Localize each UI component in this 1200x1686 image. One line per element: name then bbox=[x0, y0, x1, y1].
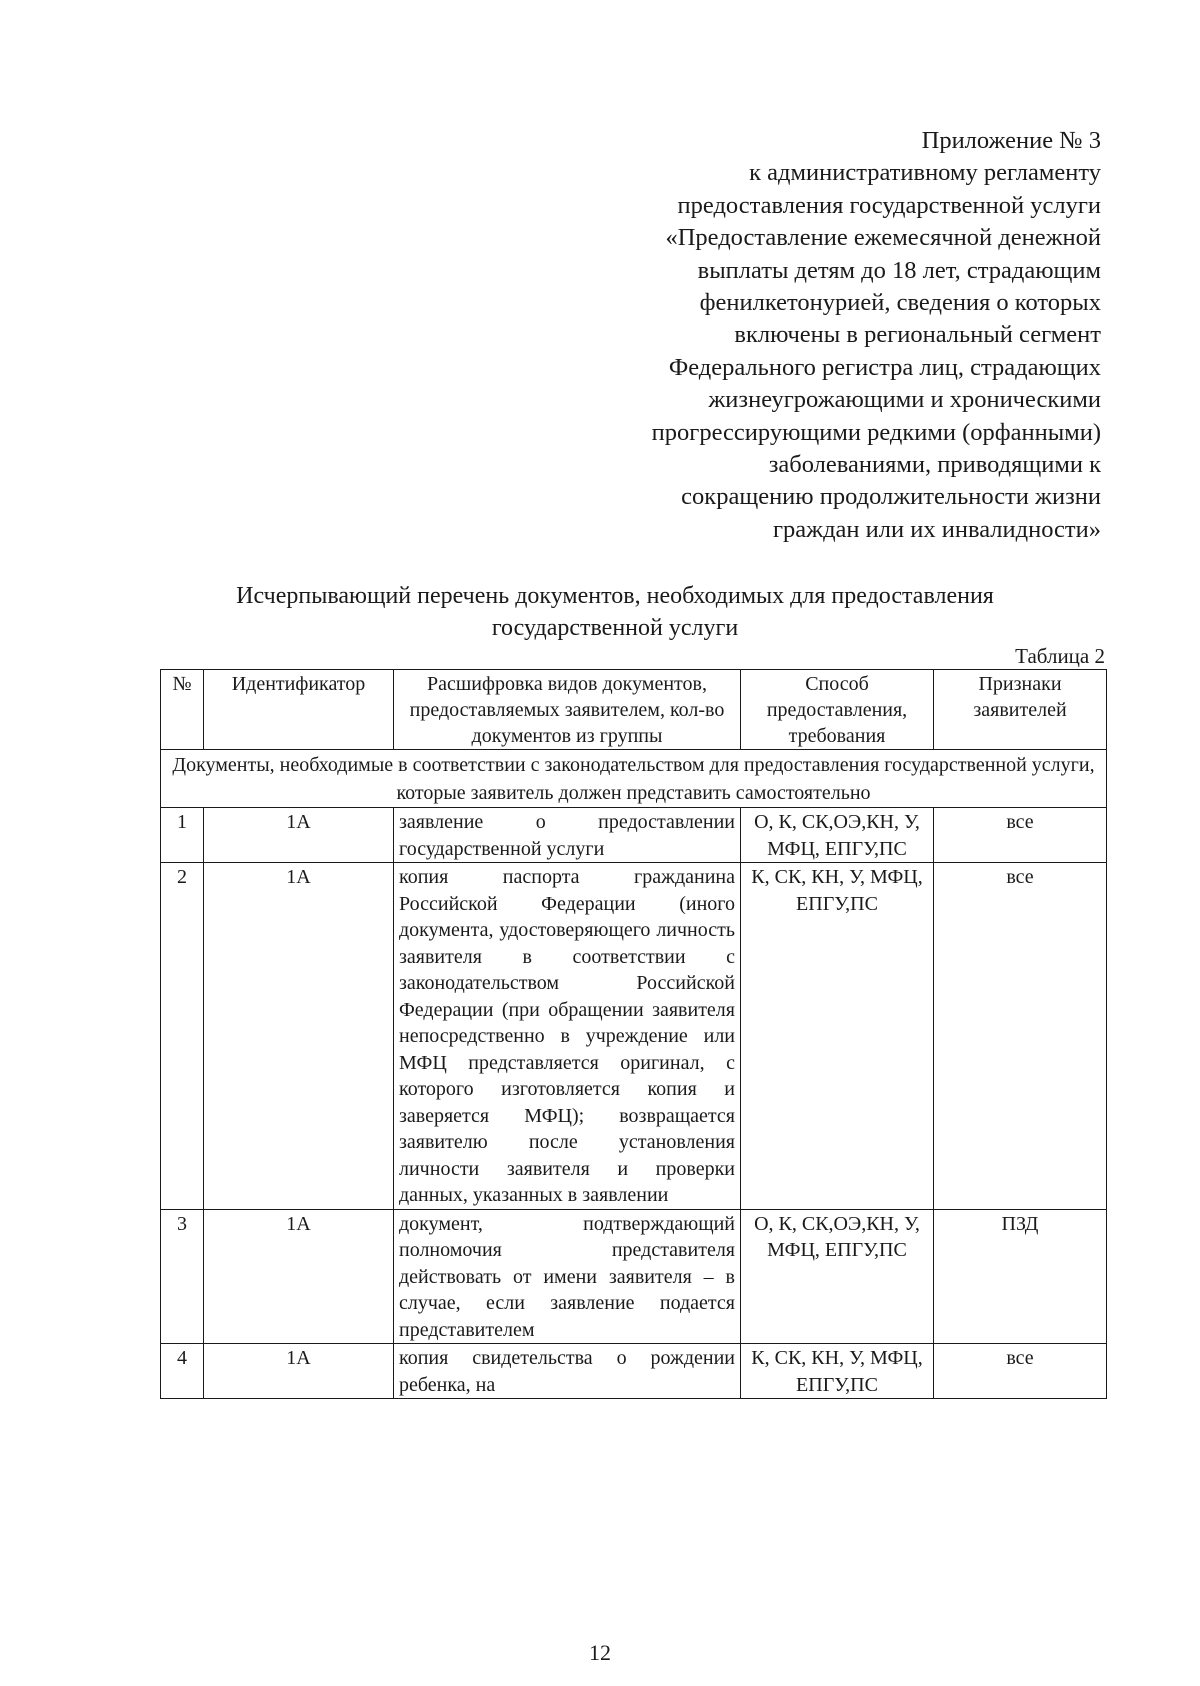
header-line: жизнеугрожающими и хроническими bbox=[708, 386, 1101, 414]
header-line: предоставления государственной услуги bbox=[677, 191, 1101, 219]
table-row bbox=[161, 1209, 1107, 1344]
header-line: Федерального регистра лиц, страдающих bbox=[668, 353, 1101, 381]
column-header-identifier: Идентификатор bbox=[204, 670, 394, 750]
column-header-description: Расшифровка видов документов, предоставляемых заявителем, кол-во документов из группы bbox=[394, 670, 741, 750]
header-line: фенилкетонурией, сведения о которых bbox=[699, 289, 1101, 317]
cell-identifier: 1А bbox=[204, 808, 394, 863]
cell-applicant-signs: ПЗД bbox=[934, 1209, 1107, 1344]
header-line: заболеваниями, приводящими к bbox=[768, 451, 1101, 479]
cell-method: К, СК, КН, У, МФЦ, ЕПГУ,ПС bbox=[741, 1344, 934, 1399]
header-line: прогрессирующими редкими (орфанными) bbox=[651, 418, 1101, 446]
cell-method: К, СК, КН, У, МФЦ, ЕПГУ,ПС bbox=[741, 863, 934, 1210]
header-line: включены в региональный сегмент bbox=[734, 321, 1101, 349]
cell-number: 2 bbox=[161, 863, 204, 1210]
cell-identifier: 1А bbox=[204, 1209, 394, 1344]
page-number: 12 bbox=[589, 1640, 611, 1665]
cell-applicant-signs: все bbox=[934, 1344, 1107, 1399]
cell-number: 1 bbox=[161, 808, 204, 863]
cell-identifier: 1А bbox=[204, 1344, 394, 1399]
document-heading bbox=[150, 580, 1080, 644]
header-line: Приложение № 3 bbox=[921, 127, 1101, 154]
section-row bbox=[161, 750, 1107, 808]
table-row bbox=[161, 1344, 1107, 1399]
cell-method: О, К, СК,ОЭ,КН, У, МФЦ, ЕПГУ,ПС bbox=[741, 1209, 934, 1344]
appendix-header bbox=[541, 125, 1101, 546]
cell-description: копия свидетельства о рождении ребенка, на bbox=[394, 1344, 741, 1399]
heading-line-2: государственной услуги bbox=[491, 615, 739, 641]
cell-description: заявление о предоставлении государственной услуги bbox=[394, 808, 741, 863]
cell-description: копия паспорта гражданина Российской Федерации (иного документа, удостоверяющего личность заявителя в соответствии с законодательством Российской Федерации (при обращении заявителя непосредственно в учреждение или МФЦ представляется оригинал, с которого изготовляется копия и заверяется МФЦ); возвращается заявителю после установления личности заявителя и проверки данных, указанных в заявлении bbox=[394, 863, 741, 1210]
documents-table bbox=[160, 669, 1107, 1399]
column-header-method: Способ предоставления, требования bbox=[741, 670, 934, 750]
cell-method: О, К, СК,ОЭ,КН, У, МФЦ, ЕПГУ,ПС bbox=[741, 808, 934, 863]
header-line: граждан или их инвалидности» bbox=[772, 515, 1101, 543]
section-title: Документы, необходимые в соответствии с законодательством для предоставления государственной услуги, которые заявитель должен представить самостоятельно bbox=[161, 750, 1107, 808]
header-line: сокращению продолжительности жизни bbox=[681, 483, 1101, 511]
header-line: «Предоставление ежемесячной денежной bbox=[665, 224, 1101, 252]
header-line: к административному регламенту bbox=[749, 159, 1101, 187]
column-header-number: № bbox=[161, 670, 204, 750]
header-line: выплаты детям до 18 лет, страдающим bbox=[697, 256, 1101, 284]
table-row bbox=[161, 863, 1107, 1210]
cell-applicant-signs: все bbox=[934, 863, 1107, 1210]
cell-number: 4 bbox=[161, 1344, 204, 1399]
column-header-applicant-signs: Признаки заявителей bbox=[934, 670, 1107, 750]
cell-applicant-signs: все bbox=[934, 808, 1107, 863]
cell-identifier: 1А bbox=[204, 863, 394, 1210]
table-header-row bbox=[161, 670, 1107, 750]
cell-number: 3 bbox=[161, 1209, 204, 1344]
cell-description: документ, подтверждающий полномочия представителя действовать от имени заявителя – в случае, если заявление подается представителем bbox=[394, 1209, 741, 1344]
table-row bbox=[161, 808, 1107, 863]
heading-line-1: Исчерпывающий перечень документов, необходимых для предоставления bbox=[236, 583, 994, 609]
table-label: Таблица 2 bbox=[1015, 644, 1105, 668]
